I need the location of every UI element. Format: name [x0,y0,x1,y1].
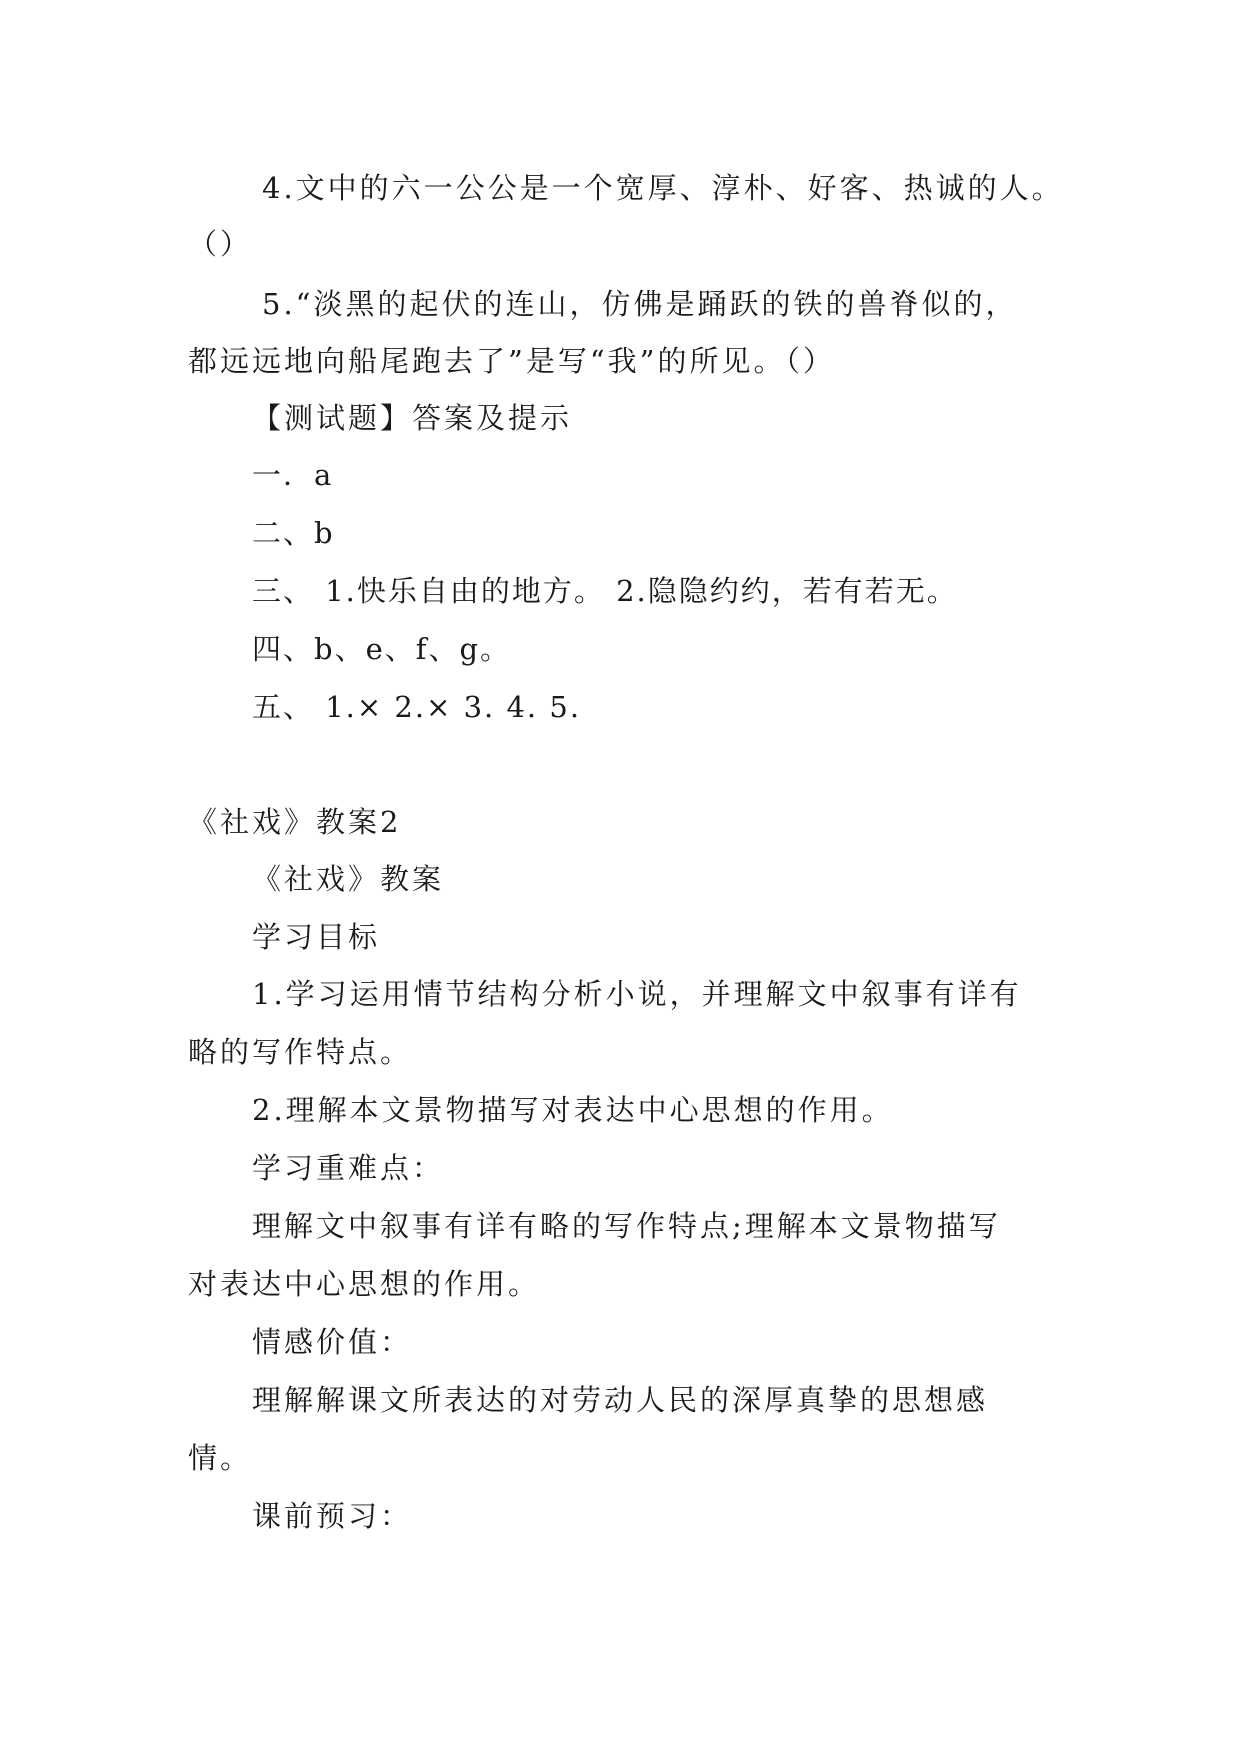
preview-heading: 课前预习： [252,1499,413,1533]
goal-1-line-2: 略的写作特点。 [188,1035,413,1069]
lesson-title: 《社戏》教案2 [188,805,402,839]
answer-4: 四、b、e、f、g。 [252,632,512,666]
answer-5: 五、 1.× 2.× 3. 4. 5. [252,690,582,724]
quiz-item-4-line-2: （） [188,227,253,261]
emotion-line-1: 理解解课文所表达的对劳动人民的深厚真挚的思想感 [252,1383,989,1417]
quiz-item-4-line-1: 4.文中的六一公公是一个宽厚、淳朴、好客、热诚的人。 [262,171,1064,205]
goal-1-line-1: 1.学习运用情节结构分析小说，并理解文中叙事有详有 [252,977,1022,1011]
goals-heading: 学习目标 [252,920,381,954]
answer-2: 二、b [252,516,335,550]
lesson-subtitle: 《社戏》教案 [252,862,445,896]
answer-3: 三、 1.快乐自由的地方。 2.隐隐约约，若有若无。 [252,574,958,608]
emotion-line-2: 情。 [188,1441,253,1475]
quiz-item-5-line-2: 都远远地向船尾跑去了”是写“我”的所见。（） [188,344,835,378]
goal-2: 2.理解本文景物描写对表达中心思想的作用。 [252,1093,894,1127]
answer-1: 一．a [252,458,334,492]
emotion-heading: 情感价值： [252,1325,413,1359]
keypoints-heading: 学习重难点： [252,1151,445,1185]
keypoints-line-1: 理解文中叙事有详有略的写作特点;理解本文景物描写 [252,1209,1001,1243]
keypoints-line-2: 对表达中心思想的作用。 [188,1267,541,1301]
answers-heading: 【测试题】答案及提示 [252,401,573,435]
quiz-item-5-line-1: 5.“淡黑的起伏的连山，仿佛是踊跃的铁的兽脊似的， [262,287,1018,321]
